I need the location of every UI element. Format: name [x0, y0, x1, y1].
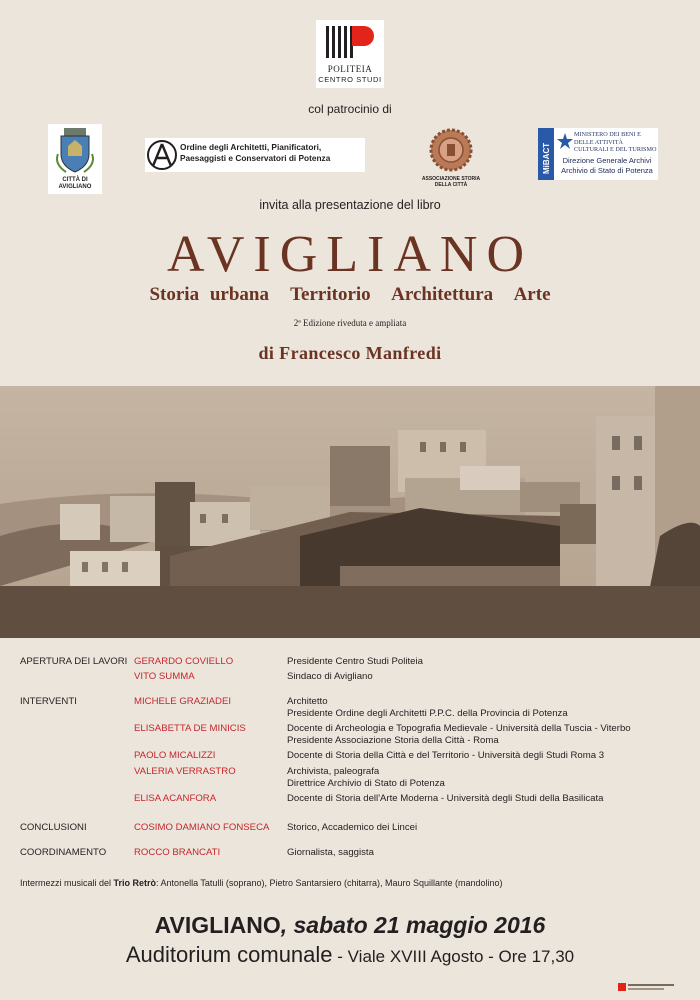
- printer-mark-icon: [618, 980, 678, 994]
- music-interludes: [20, 878, 680, 888]
- book-edition: 2ª Edizione riveduta e ampliata: [293, 318, 407, 328]
- speaker-role: Docente di Storia dell'Arte Moderna - Università degli Studi della Basilicata: [287, 793, 604, 804]
- event-date: , sabato 21 maggio 2016: [280, 912, 546, 938]
- speaker-role: Sindaco di Avigliano: [287, 671, 373, 682]
- speaker-name: ROCCO BRANCATI: [134, 847, 221, 858]
- speaker-name: VALERIA VERRASTRO: [134, 766, 236, 777]
- book-author: di Francesco Manfredi: [258, 343, 442, 363]
- event-date-line: [0, 912, 700, 939]
- ordine-architetti-text: Ordine degli Architetti, Pianificatori, Paesaggisti e Conservatori di Potenza: [180, 142, 331, 163]
- music-prefix: Intermezzi musicali del: [20, 878, 114, 888]
- mibac-star-icon: [557, 131, 573, 153]
- medallion-icon: [425, 126, 477, 176]
- politeia-columns-icon: [316, 20, 384, 66]
- speaker-role: Archivista, paleografa: [287, 766, 380, 777]
- associazione-storia-text: ASSOCIAZIONE STORIA DELLA CITTÀ: [421, 176, 481, 188]
- mibac-archive-text: [556, 156, 658, 175]
- mibac-band-text: MiBACT: [542, 142, 551, 174]
- speaker-role: Docente di Archeologia e Topografia Medievale - Università della Tuscia - Viterbo: [287, 723, 631, 734]
- speaker-role-secondary: Direttrice Archivio di Stato di Potenza: [287, 778, 445, 789]
- music-members: : Antonella Tatulli (soprano), Pietro Santarsiero (chitarra), Mauro Squillante (mandolino): [156, 878, 503, 888]
- book-title: AVIGLIANO: [166, 226, 533, 283]
- event-venue: Auditorium comunale: [125, 942, 333, 967]
- invite-text: invita alla presentazione del libro: [259, 198, 441, 212]
- avigliano-historic-photo: [0, 386, 700, 638]
- event-place: AVIGLIANO: [154, 912, 281, 938]
- speaker-name: PAOLO MICALIZZI: [134, 750, 216, 761]
- speaker-role: Storico, Accademico dei Lincei: [287, 822, 418, 833]
- speaker-name: MICHELE GRAZIADEI: [134, 696, 232, 707]
- speaker-role-secondary: Presidente Associazione Storia della Città - Roma: [287, 735, 499, 746]
- event-venue-line: [0, 942, 700, 968]
- event-details: - Viale XVIII Agosto - Ore 17,30: [332, 947, 575, 966]
- speaker-role: Giornalista, saggista: [287, 847, 374, 858]
- avigliano-logo-text: CITTÀ DI AVIGLIANO: [58, 177, 92, 190]
- speaker-name: COSIMO DAMIANO FONSECA: [134, 822, 270, 833]
- apertura-label: APERTURA DEI LAVORI: [20, 656, 128, 667]
- mibac-archivio: Archivio di Stato di Potenza: [561, 165, 653, 175]
- interventi-label: INTERVENTI: [20, 696, 77, 707]
- book-subtitle: Storia urbana Territorio Architettura Arte: [149, 284, 551, 305]
- conclusioni-label: CONCLUSIONI: [20, 822, 87, 833]
- architect-compass-icon: [145, 138, 179, 172]
- speaker-role: Architetto: [287, 696, 328, 707]
- mibac-band: [538, 128, 554, 180]
- speaker-name: GERARDO COVIELLO: [134, 656, 234, 667]
- politeia-name: POLITEIA: [327, 64, 373, 74]
- speaker-name: ELISA ACANFORA: [134, 793, 217, 804]
- crest-icon: [48, 124, 102, 176]
- speaker-role: Presidente Centro Studi Politeia: [287, 656, 423, 667]
- mibac-direzione: Direzione Generale Archivi: [562, 156, 652, 165]
- mibac-ministry-text: MINISTERO DEI BENI E DELLE ATTIVITÀ CULTURALI E DEL TURISMO: [574, 131, 657, 153]
- coordinamento-label: COORDINAMENTO: [20, 847, 107, 858]
- patronage-label: col patrocinio di: [308, 102, 392, 116]
- politeia-subtitle: CENTRO STUDI: [318, 75, 382, 84]
- speaker-name: VITO SUMMA: [134, 671, 195, 682]
- speaker-name: ELISABETTA DE MINICIS: [134, 723, 246, 734]
- speaker-role-secondary: Presidente Ordine degli Architetti P.P.C. della Provincia di Potenza: [287, 708, 568, 719]
- mibac-band-graphic: [538, 128, 554, 180]
- speaker-role: Docente di Storia della Città e del Territorio - Università degli Studi Roma 3: [287, 750, 605, 761]
- music-group: Trio Retrò: [113, 878, 157, 888]
